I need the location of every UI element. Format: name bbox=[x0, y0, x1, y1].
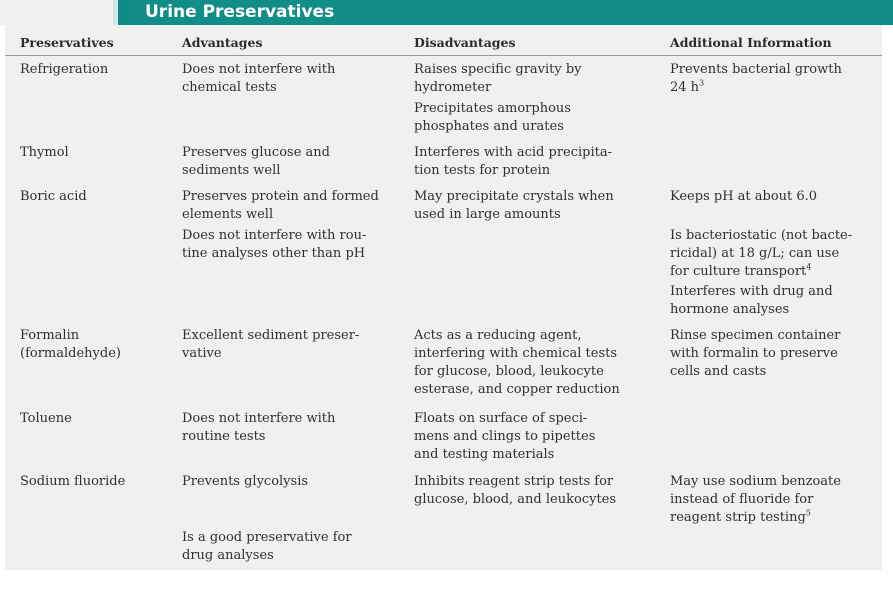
row-boric-acid-advantage-2: Does not interfere with rou- tine analyses other than pH bbox=[182, 228, 367, 261]
row-thymol-advantage: Preserves glucose and sediments well bbox=[182, 145, 330, 178]
footnote-ref: 5 bbox=[805, 508, 811, 518]
additional-text: Keeps pH at about 6.0 bbox=[670, 189, 818, 204]
row-toluene-preservative: Toluene bbox=[20, 411, 72, 426]
row-boric-acid-additional-3 bbox=[670, 283, 875, 319]
footnote-ref: 4 bbox=[806, 262, 812, 272]
additional-text: Prevents bacterial growth 24 h bbox=[670, 62, 842, 95]
row-refrigeration-disadvantage-1: Raises specific gravity by hydrometer bbox=[414, 62, 582, 95]
column-header-additional-information: Additional Information bbox=[670, 35, 832, 50]
header-divider-dark bbox=[118, 0, 128, 25]
row-boric-acid-additional-1 bbox=[670, 188, 875, 206]
page-title: Urine Preservatives bbox=[145, 2, 335, 22]
header-rule bbox=[5, 55, 882, 56]
row-sodium-fluoride-additional bbox=[670, 473, 875, 527]
row-sodium-fluoride-advantage-1: Prevents glycolysis bbox=[182, 474, 309, 489]
row-boric-acid-disadvantage: May precipitate crystals when used in large amounts bbox=[414, 189, 614, 222]
row-refrigeration-preservative: Refrigeration bbox=[20, 62, 109, 77]
row-formalin-additional bbox=[670, 327, 875, 381]
row-refrigeration-additional bbox=[670, 61, 875, 97]
row-sodium-fluoride-disadvantage: Inhibits reagent strip tests for glucose, blood, and leukocytes bbox=[414, 474, 617, 507]
row-thymol-disadvantage: Interferes with acid precipita- tion tests for protein bbox=[414, 145, 613, 178]
column-header-preservatives: Preservatives bbox=[20, 35, 114, 50]
row-sodium-fluoride-preservative: Sodium fluoride bbox=[20, 474, 126, 489]
additional-text: Is bacteriostatic (not bacte- ricidal) at 18 g/L; can use for culture transport bbox=[670, 228, 853, 279]
row-formalin-advantage: Excellent sediment preser- vative bbox=[182, 328, 360, 361]
row-formalin-preservative: Formalin (formaldehyde) bbox=[20, 328, 121, 361]
row-boric-acid-advantage-1: Preserves protein and formed elements well bbox=[182, 189, 379, 222]
row-thymol-preservative: Thymol bbox=[20, 145, 69, 160]
row-toluene-advantage: Does not interfere with routine tests bbox=[182, 411, 336, 444]
row-toluene-disadvantage: Floats on surface of speci- mens and clings to pipettes and testing materials bbox=[414, 411, 596, 462]
column-header-advantages: Advantages bbox=[182, 35, 263, 50]
row-refrigeration-disadvantage-2: Precipitates amorphous phosphates and urates bbox=[414, 101, 571, 134]
row-boric-acid-preservative: Boric acid bbox=[20, 189, 87, 204]
row-sodium-fluoride-advantage-2: Is a good preservative for drug analyses bbox=[182, 530, 352, 563]
row-boric-acid-additional-2 bbox=[670, 227, 875, 281]
additional-text: Interferes with drug and hormone analyses bbox=[670, 284, 833, 317]
row-refrigeration-advantage: Does not interfere with chemical tests bbox=[182, 62, 336, 95]
additional-text: May use sodium benzoate instead of fluoride for reagent strip testing bbox=[670, 474, 841, 525]
footnote-ref: 3 bbox=[699, 78, 705, 88]
row-formalin-disadvantage: Acts as a reducing agent, interfering with chemical tests for glucose, blood, leukocyte esterase, and copper reduction bbox=[414, 328, 620, 397]
header-blank-area bbox=[0, 0, 113, 25]
column-header-disadvantages: Disadvantages bbox=[414, 35, 516, 50]
additional-text: Rinse specimen container with formalin to preserve cells and casts bbox=[670, 328, 841, 379]
